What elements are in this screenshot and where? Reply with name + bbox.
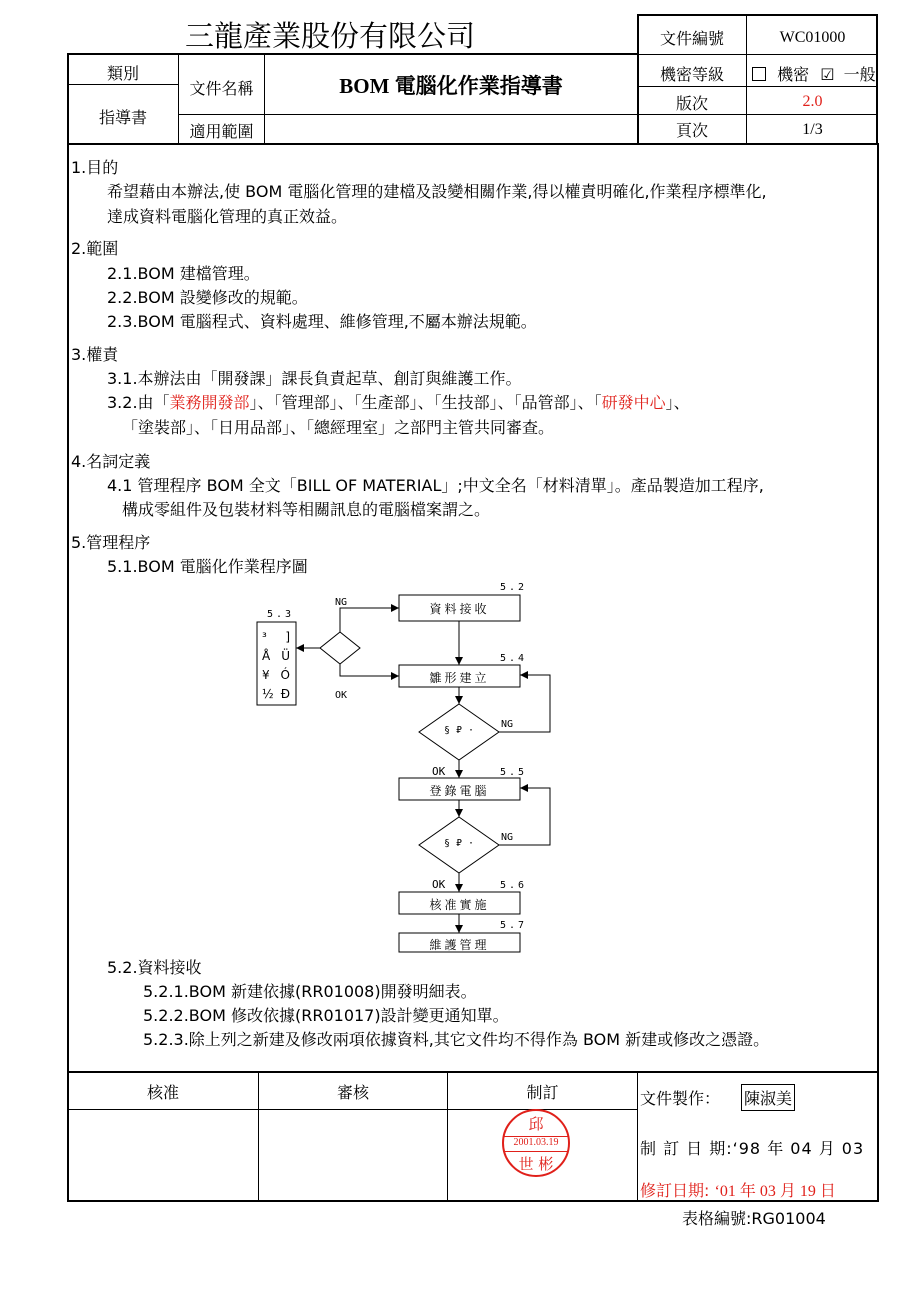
section-5-title: 5.管理程序 — [71, 533, 151, 552]
step-5-4-number: 5.4 — [500, 653, 528, 664]
section-5-2-1: 5.2.1.BOM 新建依據(RR01008)開發明細表。 — [143, 982, 477, 1001]
glyph: ] — [285, 630, 290, 644]
section-2-title: 2.範圍 — [71, 239, 119, 258]
step-5-6-number: 5.6 — [500, 880, 528, 891]
stamp-bottom-chars: 世 彬 — [518, 1155, 554, 1173]
ok-label-1: OK — [432, 765, 446, 778]
doc-no-label: 文件編號 — [659, 29, 724, 48]
doc-no-value: WC01000 — [779, 29, 846, 46]
version-label: 版次 — [675, 94, 708, 113]
conf-checkbox-checked-icon: ☑ — [820, 65, 835, 84]
footer-line-mid — [68, 1109, 638, 1110]
glyph: Å — [262, 649, 271, 663]
step-5-2-label: 資料接收 — [429, 602, 490, 616]
section-2-item-1: 2.1.BOM 建檔管理。 — [107, 264, 260, 283]
decision-1-text: § ₽ · — [443, 725, 475, 736]
category-value: 指導書 — [98, 108, 147, 127]
doc-name-label: 文件名稱 — [189, 79, 254, 98]
section-4-line-1: 4.1 管理程序 BOM 全文「BILL OF MATERIAL」;中文全名「材料清單」。產品製造加工程序, — [107, 476, 764, 495]
step-5-4-label: 雛形建立 — [429, 671, 490, 685]
section-4-title: 4.名詞定義 — [71, 452, 151, 471]
footer-col-line — [637, 1072, 638, 1202]
section-2-item-2: 2.2.BOM 設變修改的規範。 — [107, 288, 308, 307]
section-3-item-1: 3.1.本辦法由「開發課」課長負責起草、創訂與維護工作。 — [107, 369, 522, 388]
step-5-7-number: 5.7 — [500, 920, 528, 931]
section-5-1: 5.1.BOM 電腦化作業程序圖 — [107, 557, 308, 576]
ok-label-2: OK — [432, 878, 446, 891]
section-5-2-3: 5.2.3.除上列之新建及修改兩項依據資料,其它文件均不得作為 BOM 新建或修改之憑證。 — [143, 1030, 770, 1049]
maker-label: 文件製作： — [640, 1089, 721, 1108]
revised-date: ‘01 年 03 月 19 日 — [714, 1183, 836, 1200]
stamp-line — [504, 1151, 568, 1152]
s3-2-part-a: 3.2.由「 — [107, 393, 170, 412]
s3-2-part-e: 」、 — [665, 393, 690, 412]
decision-left — [320, 632, 360, 664]
page-value: 1/3 — [802, 121, 823, 138]
conf-option-general: 一般 — [843, 65, 876, 84]
step-5-3-number: 5.3 — [267, 609, 295, 620]
revised-label: 修訂日期: — [640, 1181, 710, 1200]
s3-2-part-c: 」、「管理部」、「生產部」、「生技部」、「品管部」、「 — [249, 393, 602, 412]
ng-label-1: NG — [501, 719, 514, 730]
step-5-7-label: 維護管理 — [429, 938, 490, 952]
form-number: 表格編號:RG01004 — [682, 1209, 826, 1228]
approve-label: 核准 — [146, 1083, 179, 1102]
section-2-item-3: 2.3.BOM 電腦程式、資料處理、維修管理,不屬本辦法規範。 — [107, 312, 537, 331]
section-4-line-2: 構成零組件及包裝材料等相關訊息的電腦檔案謂之。 — [122, 500, 491, 519]
version-value: 2.0 — [802, 93, 823, 110]
stamp-top-char: 邱 — [528, 1115, 544, 1133]
review-label: 審核 — [336, 1083, 369, 1102]
ng-label-left: NG — [335, 597, 348, 608]
decision-2-text: § ₽ · — [443, 838, 475, 849]
glyph: ½ — [262, 687, 274, 701]
step-5-5-label: 登錄電腦 — [429, 784, 490, 798]
step-5-3-glyphs — [262, 628, 296, 704]
created-date: ‘98 年 04 月 03 — [732, 1139, 865, 1158]
step-5-5-number: 5.5 — [500, 767, 528, 778]
page-label: 頁次 — [675, 121, 708, 140]
dept-sales-dev: 業務開發部 — [169, 393, 250, 412]
glyph: ¥ — [262, 668, 270, 682]
maker-name: 陳淑美 — [741, 1084, 795, 1111]
revised-date-row — [640, 1178, 836, 1201]
stamp-date: 2001.03.19 — [513, 1137, 559, 1148]
created-label: 制 訂 日 期: — [640, 1139, 733, 1158]
section-5-2: 5.2.資料接收 — [107, 958, 202, 977]
prepare-label: 制訂 — [526, 1083, 559, 1102]
glyph: Ó — [280, 668, 290, 682]
ng-label-2: NG — [501, 832, 514, 843]
section-1-line-2: 達成資料電腦化管理的真正效益。 — [107, 207, 348, 226]
doc-title: BOM 電腦化作業指導書 — [339, 74, 563, 98]
created-date-row — [640, 1136, 864, 1159]
section-5-2-2: 5.2.2.BOM 修改依據(RR01017)設計變更通知單。 — [143, 1006, 509, 1025]
section-1-title: 1.目的 — [71, 158, 119, 177]
conf-option-confidential: 機密 — [777, 65, 810, 84]
confidential-label: 機密等級 — [659, 65, 724, 84]
footer-line-top — [67, 1071, 879, 1073]
category-label: 類別 — [106, 64, 139, 83]
scope-label: 適用範圍 — [189, 122, 254, 141]
step-5-6-label: 核准實施 — [429, 898, 490, 912]
glyph: Ü — [281, 649, 290, 663]
section-3-title: 3.權責 — [71, 345, 119, 364]
dept-rnd-center: 研發中心 — [601, 393, 666, 412]
ok-label-left: OK — [335, 690, 348, 701]
approval-stamp — [502, 1109, 570, 1177]
section-3-item-2-line-2: 「塗裝部」、「日用品部」、「總經理室」之部門主管共同審查。 — [122, 418, 555, 437]
step-5-2-number: 5.2 — [500, 582, 528, 593]
company-name: 三龍產業股份有限公司 — [185, 19, 476, 53]
glyph: Ð — [280, 687, 290, 701]
glyph: ³ — [262, 630, 267, 644]
section-1-line-1: 希望藉由本辦法,使 BOM 電腦化管理的建檔及設變相關作業,得以權責明確化,作業程序標準化, — [107, 182, 767, 201]
